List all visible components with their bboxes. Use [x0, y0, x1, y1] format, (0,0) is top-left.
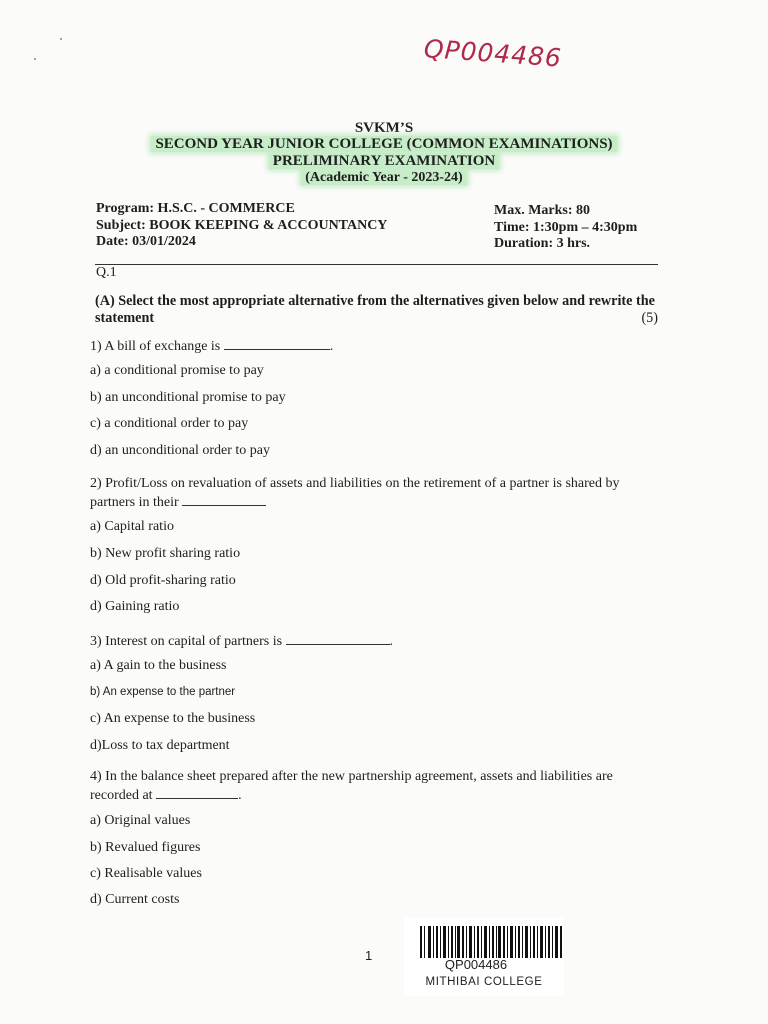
- option: d) an unconditional order to pay: [90, 443, 271, 458]
- section-instruction: [95, 293, 658, 326]
- option: a) Original values: [90, 813, 191, 828]
- exam-meta-right: [494, 203, 637, 253]
- question-stem: 2) Profit/Loss on revaluation of assets and liabilities on the retirement of a partner is shared by partners in their: [90, 476, 620, 510]
- scan-speck: [60, 38, 62, 40]
- handwritten-paper-code: QP004486: [422, 34, 563, 73]
- option: d) Gaining ratio: [90, 599, 180, 614]
- header-academic-year: (Academic Year - 2023-24): [0, 170, 768, 186]
- instruction-text: (A) Select the most appropriate alternative from the alternatives given below and rewrite the statement: [95, 293, 655, 326]
- option: d)Loss to tax department: [90, 738, 230, 753]
- option: b) An expense to the partner: [90, 686, 236, 698]
- answer-blank: [156, 786, 238, 799]
- header-org: SVKM’S: [354, 120, 414, 136]
- option: d) Old profit-sharing ratio: [90, 573, 236, 588]
- subject: Subject: BOOK KEEPING & ACCOUNTANCY: [96, 217, 388, 233]
- page-number: 1: [365, 948, 373, 963]
- option: b) New profit sharing ratio: [90, 546, 241, 561]
- answer-blank: [286, 632, 390, 645]
- instruction-marks: (5): [641, 309, 658, 326]
- option: c) An expense to the business: [90, 711, 256, 726]
- option: d) Current costs: [90, 892, 180, 907]
- barcode-image: [420, 926, 562, 958]
- exam-meta-left: [96, 201, 387, 251]
- option: a) Capital ratio: [90, 519, 174, 534]
- answer-blank: [224, 337, 330, 350]
- question-stem: 4) In the balance sheet prepared after the new partnership agreement, assets and liabilities are recorded at .: [90, 769, 613, 803]
- header-exam-title: PRELIMINARY EXAMINATION: [0, 153, 768, 170]
- header-divider: [95, 264, 658, 265]
- option: a) a conditional promise to pay: [90, 363, 264, 378]
- option: c) Realisable values: [90, 866, 202, 881]
- barcode-college: MITHIBAI COLLEGE: [425, 976, 543, 988]
- answer-blank: [182, 493, 266, 506]
- exam-duration: Duration: 3 hrs.: [494, 236, 591, 251]
- exam-date: Date: 03/01/2024: [96, 234, 196, 249]
- max-marks: Max. Marks: 80: [494, 203, 591, 218]
- scan-speck: [34, 58, 36, 60]
- option: b) Revalued figures: [90, 840, 201, 855]
- header-college: SECOND YEAR JUNIOR COLLEGE (COMMON EXAMINATIONS): [0, 136, 768, 153]
- option: b) an unconditional promise to pay: [90, 390, 286, 405]
- option: c) a conditional order to pay: [90, 416, 249, 431]
- exam-time: Time: 1:30pm – 4:30pm: [494, 219, 638, 235]
- barcode-code: QP004486: [444, 957, 508, 972]
- option: a) A gain to the business: [90, 658, 227, 673]
- question-stem: 3) Interest on capital of partners is .: [90, 634, 394, 649]
- question-stem: 1) A bill of exchange is .: [90, 339, 334, 354]
- program: Program: H.S.C. - COMMERCE: [96, 201, 295, 216]
- question-label: Q.1: [96, 265, 117, 280]
